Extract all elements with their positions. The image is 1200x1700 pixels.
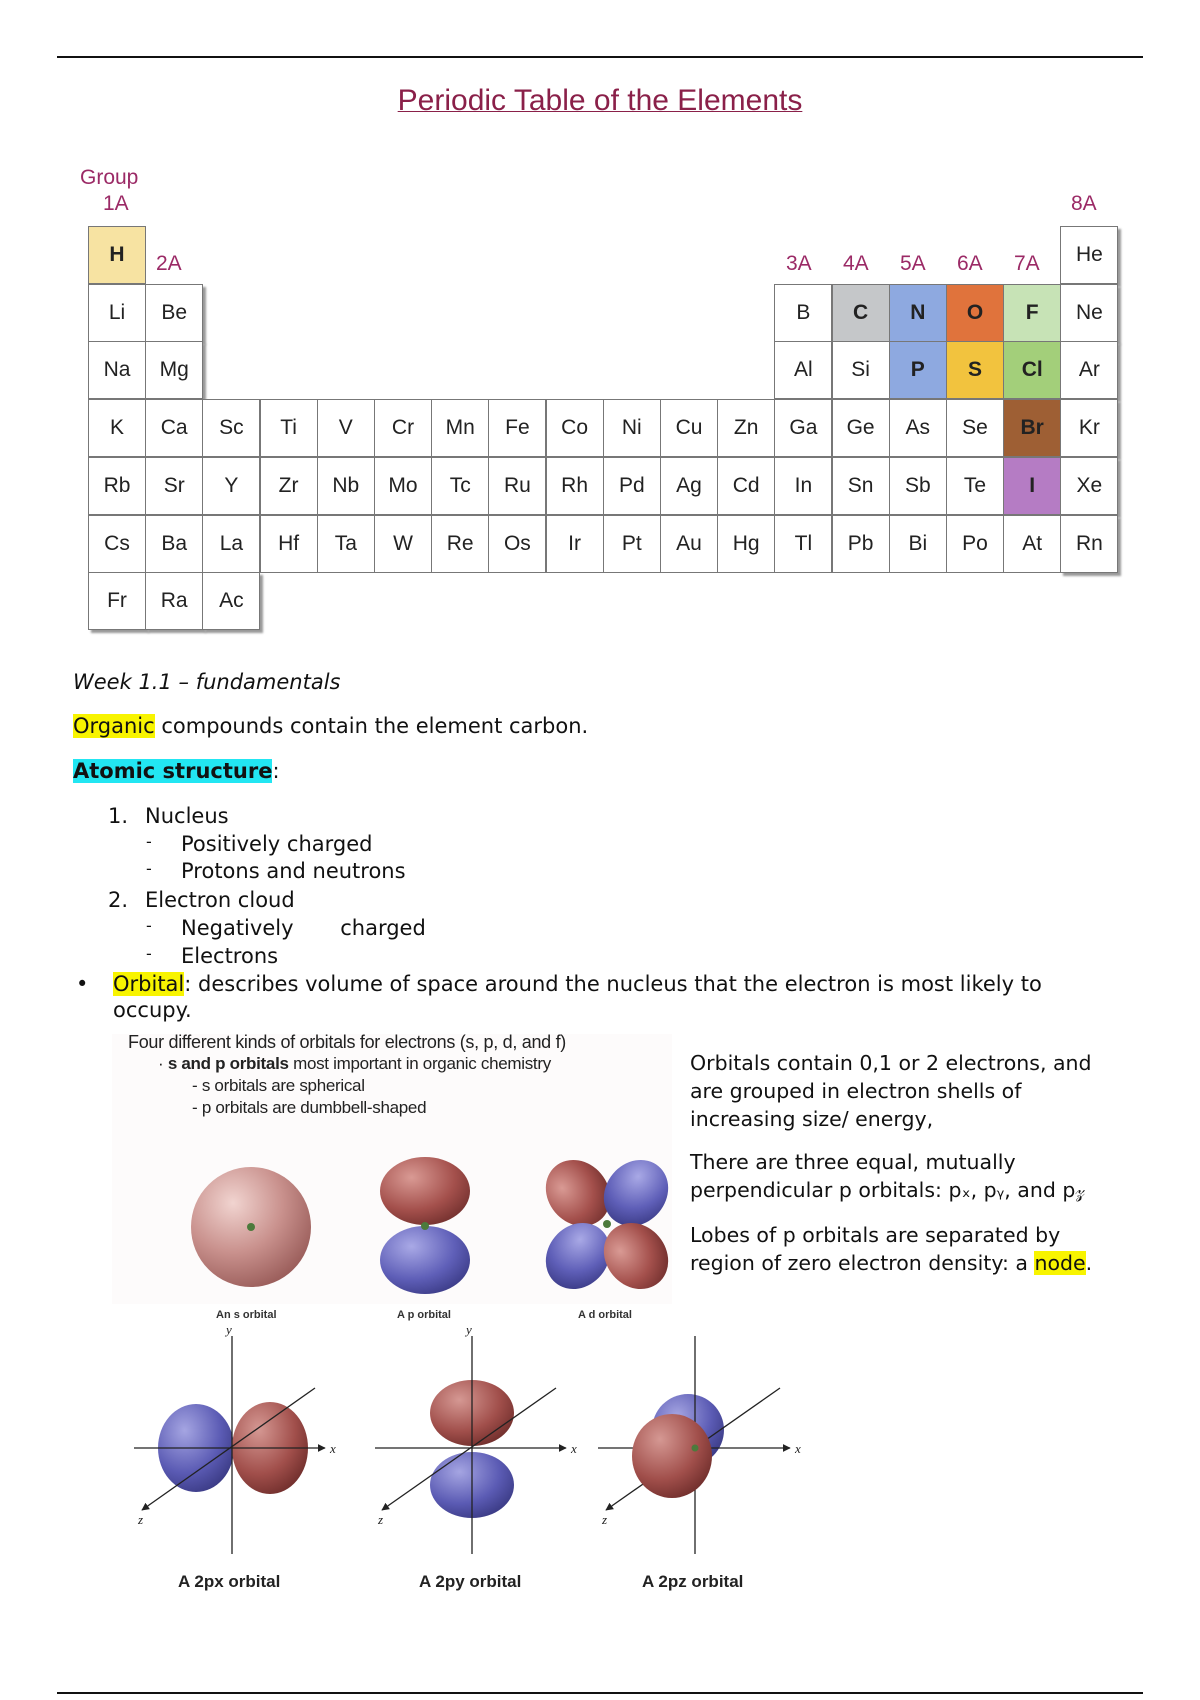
sub-item: Electrons — [181, 944, 279, 968]
element-cell-ta: Ta — [317, 515, 375, 573]
element-cell-ge: Ge — [832, 399, 890, 457]
element-cell-fr: Fr — [88, 572, 146, 630]
side-note-1: Orbitals contain 0,1 or 2 electrons, and are grouped in electron shells of increasing size/ energy, — [690, 1051, 1092, 1131]
nucleus-dot — [692, 1445, 699, 1452]
element-cell-tc: Tc — [431, 457, 489, 515]
sub-dash: - — [192, 1098, 198, 1117]
element-cell-zr: Zr — [260, 457, 318, 515]
group-label-5a: 5A — [900, 252, 926, 275]
side-note-3-end: . — [1085, 1251, 1093, 1275]
element-cell-sc: Sc — [202, 399, 260, 457]
element-cell-he: He — [1060, 226, 1118, 284]
axis-label-x: x — [795, 1441, 801, 1456]
element-cell-kr: Kr — [1060, 399, 1118, 457]
caption-p-orbital: A p orbital — [397, 1309, 451, 1321]
side-note-3 — [690, 1221, 1130, 1277]
p-orbital-lobe-top — [380, 1157, 470, 1225]
element-cell-k: K — [88, 399, 146, 457]
group-label-3a: 3A — [786, 252, 812, 275]
group-label-8a: 8A — [1071, 192, 1097, 215]
element-cell-cd: Cd — [717, 457, 775, 515]
element-cell-in: In — [774, 457, 832, 515]
periodic-table-title: Periodic Table of the Elements — [397, 84, 803, 117]
element-cell-s: S — [946, 341, 1004, 399]
caption-2py: A 2py orbital — [419, 1572, 522, 1591]
bullet-dot: • — [76, 972, 89, 996]
week-heading: Week 1.1 – fundamentals — [73, 670, 341, 694]
element-cell-ne: Ne — [1060, 284, 1118, 342]
caption-2pz: A 2pz orbital — [642, 1572, 744, 1591]
group-word: Group — [80, 166, 139, 189]
nucleus-dot — [603, 1220, 611, 1228]
axis-label-z: z — [378, 1512, 384, 1527]
element-cell-v: V — [317, 399, 375, 457]
orbital-definition-cont: occupy. — [113, 998, 192, 1022]
element-cell-f: F — [1003, 284, 1061, 342]
element-cell-nb: Nb — [317, 457, 375, 515]
element-cell-si: Si — [832, 341, 890, 399]
side-note-3-text: Lobes of p orbitals are separated by region of zero electron density: a — [690, 1223, 1061, 1275]
element-cell-ra: Ra — [145, 572, 203, 630]
element-cell-be: Be — [145, 284, 203, 342]
figure-line-2-rest: most important in organic chemistry — [288, 1054, 551, 1073]
side-note-2: There are three equal, mutually perpendicular p orbitals: pₓ, pᵧ, and p𝓏 — [690, 1150, 1085, 1202]
element-cell-sr: Sr — [145, 457, 203, 515]
element-cell-rh: Rh — [546, 457, 604, 515]
atomic-structure-heading — [73, 759, 280, 783]
p-orbital-lobe-bottom — [380, 1226, 470, 1294]
node-term: node — [1034, 1251, 1086, 1275]
organic-line — [73, 714, 588, 738]
element-cell-pt: Pt — [603, 515, 661, 573]
element-cell-cl: Cl — [1003, 341, 1061, 399]
figure-line-3-text: s orbitals are spherical — [201, 1076, 365, 1095]
element-cell-ni: Ni — [603, 399, 661, 457]
p-orbitals-axes-figure — [120, 1326, 820, 1596]
element-cell-mn: Mn — [431, 399, 489, 457]
element-cell-ca: Ca — [145, 399, 203, 457]
element-cell-se: Se — [946, 399, 1004, 457]
caption-d-orbital: A d orbital — [578, 1309, 632, 1321]
element-cell-sn: Sn — [832, 457, 890, 515]
axis-label-z: z — [138, 1512, 144, 1527]
element-cell-h: H — [88, 226, 146, 284]
element-cell-ag: Ag — [660, 457, 718, 515]
figure-line-4 — [192, 1098, 426, 1118]
element-cell-i: I — [1003, 457, 1061, 515]
figure-line-4-text: p orbitals are dumbbell-shaped — [201, 1098, 427, 1117]
list-item-electron-cloud: Electron cloud — [145, 888, 295, 912]
caption-s-orbital: An s orbital — [216, 1309, 277, 1321]
sub-item: Positively charged — [181, 832, 373, 856]
sub-dash: - — [146, 832, 152, 851]
element-cell-rn: Rn — [1060, 515, 1118, 573]
element-cell-po: Po — [946, 515, 1004, 573]
element-cell-os: Os — [488, 515, 546, 573]
element-cell-ar: Ar — [1060, 341, 1118, 399]
orbital-figure-panel — [112, 1034, 672, 1304]
sub-item: Negatively charged — [181, 916, 426, 940]
group-label-7a: 7A — [1014, 252, 1040, 275]
figure-line-1: Four different kinds of orbitals for electrons (s, p, d, and f) — [128, 1032, 566, 1052]
nucleus-dot — [247, 1223, 255, 1231]
group-label-2a: 2A — [156, 252, 182, 275]
orbital-rest: : describes volume of space around the nucleus that the electron is most likely to — [184, 972, 1042, 996]
element-cell-c: C — [832, 284, 890, 342]
organic-term: Organic — [73, 714, 155, 738]
element-cell-at: At — [1003, 515, 1061, 573]
element-cell-tl: Tl — [774, 515, 832, 573]
bullet-dot: · — [158, 1054, 164, 1073]
element-cell-ru: Ru — [488, 457, 546, 515]
group-label-6a: 6A — [957, 252, 983, 275]
sub-item: Protons and neutrons — [181, 859, 406, 883]
axis-label-x: x — [330, 1441, 336, 1456]
element-cell-p: P — [889, 341, 947, 399]
element-cell-ba: Ba — [145, 515, 203, 573]
group-label-4a: 4A — [843, 252, 869, 275]
sub-dash: - — [192, 1076, 198, 1095]
element-cell-na: Na — [88, 341, 146, 399]
list-item-nucleus: Nucleus — [145, 804, 229, 828]
element-cell-n: N — [889, 284, 947, 342]
figure-line-2-bold: s and p orbitals — [167, 1054, 289, 1073]
element-cell-rb: Rb — [88, 457, 146, 515]
orbital-definition — [113, 972, 1042, 996]
atomic-term: Atomic structure — [73, 759, 273, 783]
element-cell-co: Co — [546, 399, 604, 457]
element-cell-w: W — [374, 515, 432, 573]
top-rule — [57, 56, 1143, 58]
caption-2px: A 2px orbital — [178, 1572, 281, 1591]
sub-dash: - — [146, 916, 152, 935]
element-cell-cs: Cs — [88, 515, 146, 573]
element-cell-cu: Cu — [660, 399, 718, 457]
axis-label-x: x — [571, 1441, 577, 1456]
element-cell-ir: Ir — [546, 515, 604, 573]
element-cell-b: B — [774, 284, 832, 342]
element-cell-sb: Sb — [889, 457, 947, 515]
element-cell-ti: Ti — [260, 399, 318, 457]
figure-line-3 — [192, 1076, 365, 1096]
sub-dash: - — [146, 944, 152, 963]
element-cell-fe: Fe — [488, 399, 546, 457]
nucleus-dot — [421, 1222, 429, 1230]
element-cell-ga: Ga — [774, 399, 832, 457]
organic-rest: compounds contain the element carbon. — [154, 714, 589, 738]
orbital-term: Orbital — [113, 972, 185, 996]
atomic-colon: : — [272, 759, 280, 783]
element-cell-bi: Bi — [889, 515, 947, 573]
element-cell-mo: Mo — [374, 457, 432, 515]
element-cell-au: Au — [660, 515, 718, 573]
element-cell-y: Y — [202, 457, 260, 515]
element-cell-pb: Pb — [832, 515, 890, 573]
element-cell-re: Re — [431, 515, 489, 573]
element-cell-hf: Hf — [260, 515, 318, 573]
element-cell-ac: Ac — [202, 572, 260, 630]
list-item-num-1: 1. — [108, 804, 129, 828]
element-cell-te: Te — [946, 457, 1004, 515]
bottom-rule — [57, 1692, 1143, 1694]
element-cell-mg: Mg — [145, 341, 203, 399]
group-label-1a: 1A — [103, 192, 129, 215]
element-cell-al: Al — [774, 341, 832, 399]
element-cell-hg: Hg — [717, 515, 775, 573]
axis-label-z: z — [602, 1512, 608, 1527]
element-cell-zn: Zn — [717, 399, 775, 457]
figure-line-2 — [158, 1054, 551, 1074]
pz-lobe-red — [632, 1414, 712, 1498]
element-cell-la: La — [202, 515, 260, 573]
element-cell-as: As — [889, 399, 947, 457]
element-cell-o: O — [946, 284, 1004, 342]
element-cell-cr: Cr — [374, 399, 432, 457]
element-cell-li: Li — [88, 284, 146, 342]
element-cell-pd: Pd — [603, 457, 661, 515]
element-cell-xe: Xe — [1060, 457, 1118, 515]
element-cell-br: Br — [1003, 399, 1061, 457]
list-item-num-2: 2. — [108, 888, 129, 912]
axis-label-y: y — [466, 1326, 472, 1337]
axis-label-y: y — [226, 1326, 232, 1337]
sub-dash: - — [146, 859, 152, 878]
